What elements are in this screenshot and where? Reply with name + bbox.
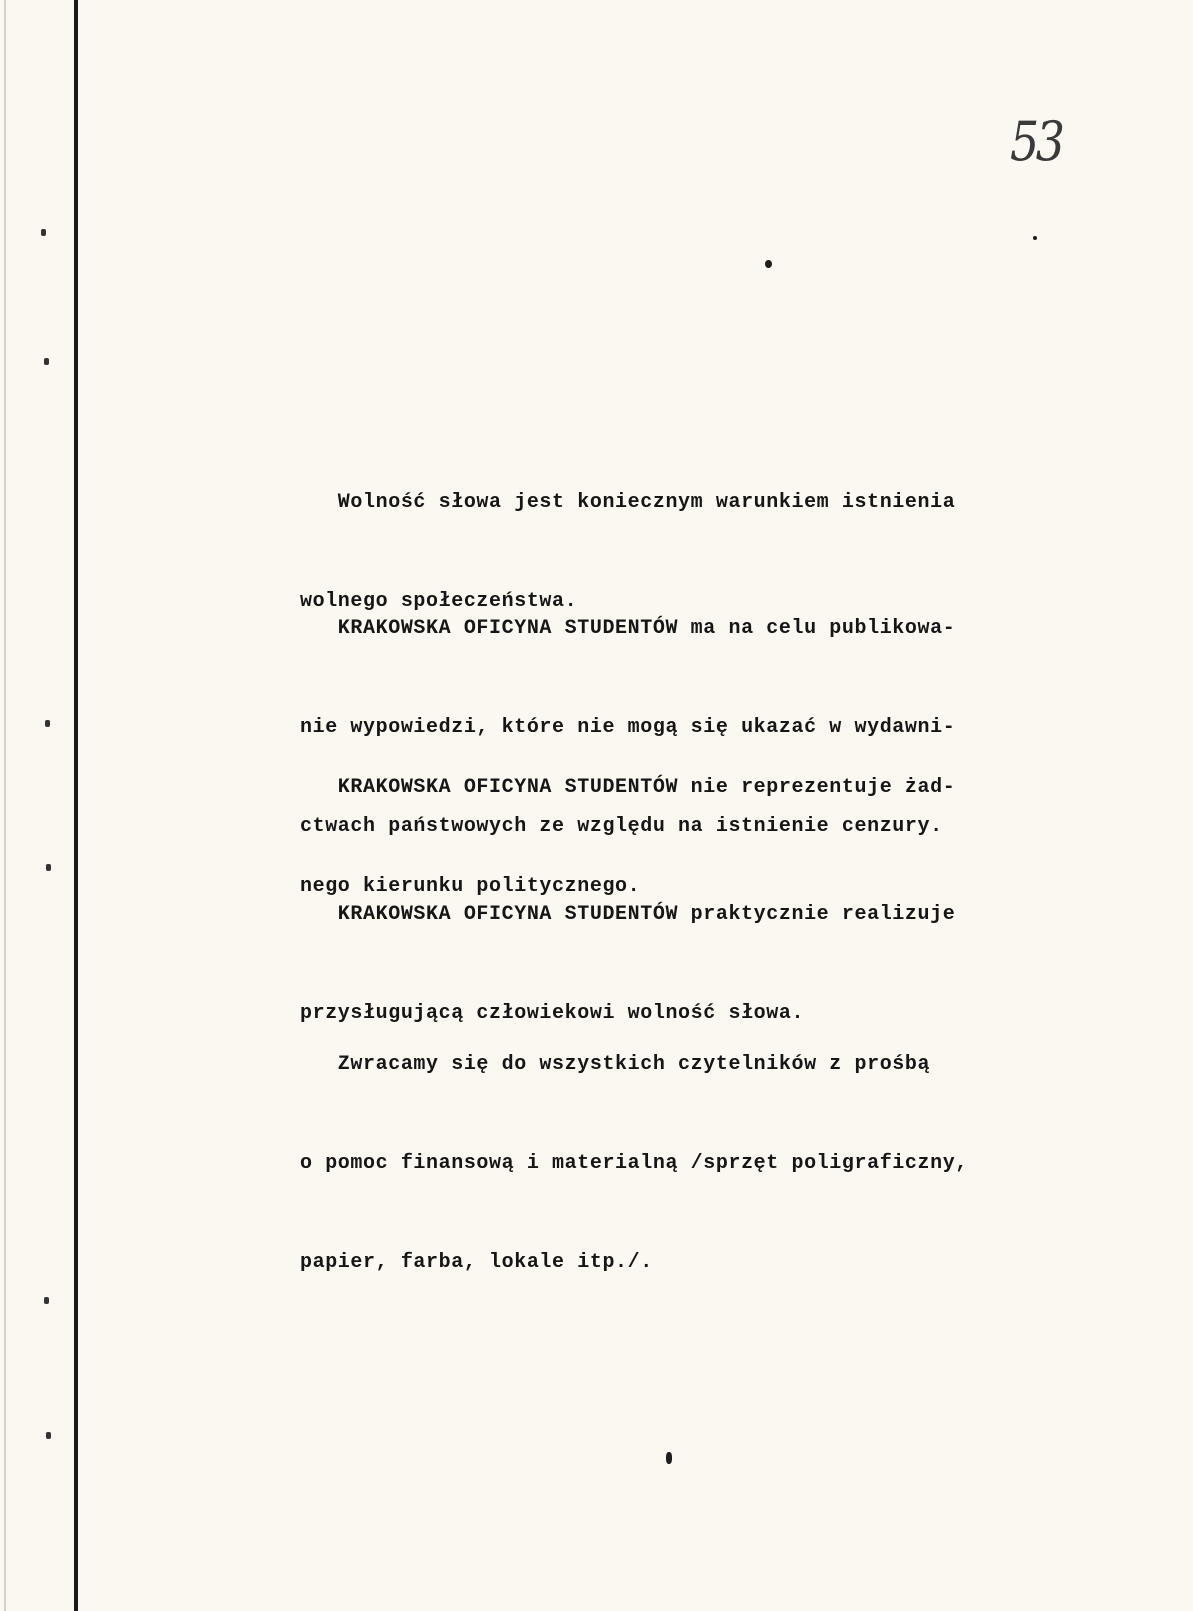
- paragraph-line: ctwach państwowych ze względu na istnienie cenzury.: [300, 815, 943, 838]
- paragraph-line: Zwracamy się do wszystkich czytelników z prośbą: [300, 1053, 931, 1076]
- margin-mark: [45, 720, 50, 727]
- margin-mark: [46, 864, 51, 871]
- binding-margin-line: [74, 0, 78, 1611]
- paragraph-line: przysługującą człowiekowi wolność słowa.: [300, 1002, 805, 1025]
- margin-mark: [41, 229, 46, 236]
- paragraph-line: papier, farba, lokale itp./.: [300, 1251, 653, 1274]
- handwritten-page-number: 53: [1010, 110, 1062, 173]
- page-edge-line: [4, 0, 6, 1611]
- ink-dot: [1033, 236, 1037, 240]
- paragraph-line: wolnego społeczeństwa.: [300, 590, 578, 613]
- paragraph-5: [300, 982, 1100, 1345]
- ink-dot: [666, 1452, 672, 1464]
- paragraph-line: KRAKOWSKA OFICYNA STUDENTÓW praktycznie realizuje: [300, 903, 956, 926]
- margin-mark: [46, 1432, 51, 1439]
- margin-mark: [44, 1297, 49, 1304]
- ink-dot: [765, 260, 772, 268]
- paragraph-line: nego kierunku politycznego.: [300, 875, 641, 898]
- paragraph-line: KRAKOWSKA OFICYNA STUDENTÓW nie reprezentuje żad-: [300, 776, 956, 799]
- paragraph-line: o pomoc finansową i materialną /sprzęt poligraficzny,: [300, 1152, 968, 1175]
- paragraph-line: nie wypowiedzi, które nie mogą się ukazać w wydawni-: [300, 716, 956, 739]
- margin-mark: [44, 358, 49, 365]
- paragraph-line: Wolność słowa jest koniecznym warunkiem istnienia: [300, 491, 956, 514]
- paragraph-line: KRAKOWSKA OFICYNA STUDENTÓW ma na celu publikowa-: [300, 617, 956, 640]
